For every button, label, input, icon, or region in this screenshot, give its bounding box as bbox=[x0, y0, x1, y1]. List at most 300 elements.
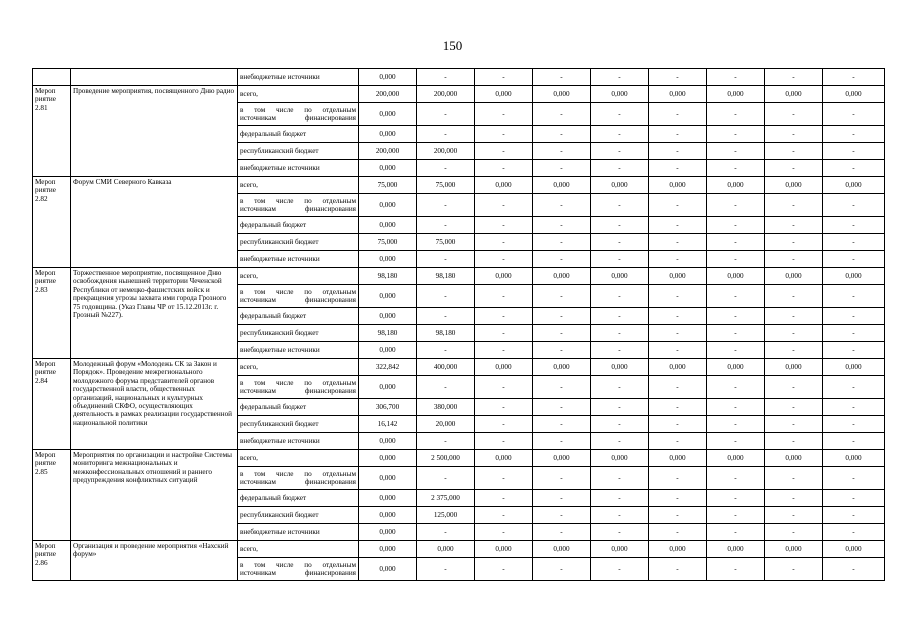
value-cell: 0,000 bbox=[649, 359, 707, 376]
value-cell: 0,000 bbox=[591, 450, 649, 467]
value-cell: - bbox=[591, 490, 649, 507]
value-cell: 0,000 bbox=[359, 433, 417, 450]
value-cell: 0,000 bbox=[823, 268, 885, 285]
activity-title bbox=[71, 69, 238, 86]
value-cell: 0,000 bbox=[823, 450, 885, 467]
value-cell: - bbox=[649, 217, 707, 234]
value-cell: - bbox=[417, 524, 475, 541]
value-cell: - bbox=[765, 490, 823, 507]
value-cell: 0,000 bbox=[533, 359, 591, 376]
value-cell: 75,000 bbox=[359, 234, 417, 251]
value-cell: 98,180 bbox=[359, 325, 417, 342]
value-cell: 0,000 bbox=[359, 251, 417, 268]
value-cell: - bbox=[649, 251, 707, 268]
value-cell: 200,000 bbox=[417, 86, 475, 103]
value-cell: - bbox=[475, 467, 533, 490]
value-cell: - bbox=[533, 524, 591, 541]
value-cell: - bbox=[765, 234, 823, 251]
value-cell: - bbox=[533, 194, 591, 217]
value-cell: - bbox=[475, 376, 533, 399]
value-cell: - bbox=[707, 524, 765, 541]
value-cell: 0,000 bbox=[707, 177, 765, 194]
table-row bbox=[33, 541, 885, 558]
value-cell: 0,000 bbox=[359, 507, 417, 524]
value-cell: - bbox=[475, 325, 533, 342]
funding-source: всего, bbox=[238, 177, 359, 194]
funding-source: внебюджетные источники bbox=[238, 524, 359, 541]
funding-source: федеральный бюджет bbox=[238, 308, 359, 325]
funding-source: федеральный бюджет bbox=[238, 217, 359, 234]
value-cell: 0,000 bbox=[533, 268, 591, 285]
value-cell: - bbox=[707, 69, 765, 86]
value-cell: 0,000 bbox=[765, 541, 823, 558]
value-cell: - bbox=[823, 490, 885, 507]
value-cell: - bbox=[591, 69, 649, 86]
value-cell: - bbox=[765, 433, 823, 450]
value-cell: 0,000 bbox=[707, 268, 765, 285]
value-cell: 0,000 bbox=[475, 359, 533, 376]
value-cell: - bbox=[533, 143, 591, 160]
value-cell: 0,000 bbox=[359, 467, 417, 490]
value-cell: - bbox=[533, 342, 591, 359]
value-cell: - bbox=[591, 194, 649, 217]
activity-title: Молодежный форум «Молодежь СК за Закон и Порядок». Проведение межрегионального молодежного форума представителей органов государственной власти, общественных организаций, национальных и культурных объединений СКФО, осуществляющих деятельность в рамках реализации государственной национальной политики bbox=[71, 359, 238, 450]
funding-source: федеральный бюджет bbox=[238, 399, 359, 416]
value-cell: - bbox=[475, 399, 533, 416]
value-cell: - bbox=[475, 217, 533, 234]
table-row bbox=[33, 450, 885, 467]
value-cell: - bbox=[707, 467, 765, 490]
value-cell: - bbox=[591, 143, 649, 160]
value-cell: 0,000 bbox=[533, 86, 591, 103]
value-cell: 0,000 bbox=[359, 376, 417, 399]
value-cell: - bbox=[823, 399, 885, 416]
activity-title: Мероприятия по организации и настройке Системы мониторинга межнациональных и межконфессиональных отношений и раннего предупреждения конфликтных ситуаций bbox=[71, 450, 238, 541]
value-cell: - bbox=[475, 103, 533, 126]
value-cell: - bbox=[823, 194, 885, 217]
value-cell: - bbox=[823, 126, 885, 143]
value-cell: - bbox=[649, 467, 707, 490]
value-cell: - bbox=[765, 217, 823, 234]
value-cell: - bbox=[649, 285, 707, 308]
value-cell: 0,000 bbox=[765, 86, 823, 103]
value-cell: - bbox=[533, 103, 591, 126]
value-cell: - bbox=[417, 342, 475, 359]
value-cell: - bbox=[823, 507, 885, 524]
value-cell: - bbox=[417, 160, 475, 177]
value-cell: - bbox=[823, 251, 885, 268]
value-cell: - bbox=[649, 126, 707, 143]
value-cell: 0,000 bbox=[765, 359, 823, 376]
value-cell: 0,000 bbox=[359, 541, 417, 558]
value-cell: 0,000 bbox=[475, 450, 533, 467]
value-cell: - bbox=[649, 160, 707, 177]
value-cell: 0,000 bbox=[591, 541, 649, 558]
value-cell: - bbox=[823, 325, 885, 342]
value-cell: - bbox=[707, 507, 765, 524]
value-cell: 98,180 bbox=[417, 325, 475, 342]
value-cell: 16,142 bbox=[359, 416, 417, 433]
value-cell: - bbox=[475, 234, 533, 251]
value-cell: - bbox=[823, 467, 885, 490]
value-cell: - bbox=[417, 103, 475, 126]
value-cell: - bbox=[649, 194, 707, 217]
value-cell: - bbox=[649, 558, 707, 581]
value-cell: 0,000 bbox=[359, 126, 417, 143]
activity-number: Мероп риятие 2.82 bbox=[33, 177, 71, 268]
value-cell: - bbox=[591, 308, 649, 325]
value-cell: - bbox=[649, 325, 707, 342]
value-cell: - bbox=[765, 342, 823, 359]
value-cell: - bbox=[649, 308, 707, 325]
value-cell: 0,000 bbox=[707, 359, 765, 376]
value-cell: - bbox=[533, 69, 591, 86]
value-cell: - bbox=[591, 251, 649, 268]
value-cell: 0,000 bbox=[823, 541, 885, 558]
value-cell: - bbox=[823, 558, 885, 581]
value-cell: 380,000 bbox=[417, 399, 475, 416]
value-cell: - bbox=[823, 433, 885, 450]
value-cell: - bbox=[475, 416, 533, 433]
value-cell: 0,000 bbox=[359, 308, 417, 325]
value-cell: - bbox=[765, 103, 823, 126]
value-cell: - bbox=[533, 376, 591, 399]
table-row bbox=[33, 86, 885, 103]
value-cell: - bbox=[823, 69, 885, 86]
value-cell: - bbox=[707, 126, 765, 143]
value-cell: - bbox=[591, 433, 649, 450]
value-cell: - bbox=[475, 524, 533, 541]
value-cell: - bbox=[591, 507, 649, 524]
value-cell: 0,000 bbox=[823, 86, 885, 103]
value-cell: - bbox=[591, 467, 649, 490]
value-cell: - bbox=[417, 467, 475, 490]
value-cell: 0,000 bbox=[359, 490, 417, 507]
value-cell: - bbox=[533, 433, 591, 450]
value-cell: 98,180 bbox=[359, 268, 417, 285]
funding-source: внебюджетные источники bbox=[238, 342, 359, 359]
value-cell: - bbox=[533, 416, 591, 433]
value-cell: 0,000 bbox=[765, 177, 823, 194]
value-cell: - bbox=[533, 490, 591, 507]
value-cell: 0,000 bbox=[533, 541, 591, 558]
page-number: 150 bbox=[442, 38, 463, 53]
value-cell: - bbox=[765, 524, 823, 541]
value-cell: - bbox=[707, 490, 765, 507]
table-row bbox=[33, 177, 885, 194]
value-cell: 0,000 bbox=[359, 524, 417, 541]
value-cell: - bbox=[765, 325, 823, 342]
value-cell: 20,000 bbox=[417, 416, 475, 433]
value-cell: - bbox=[475, 194, 533, 217]
value-cell: - bbox=[649, 524, 707, 541]
value-cell: - bbox=[591, 376, 649, 399]
value-cell: - bbox=[533, 234, 591, 251]
value-cell: - bbox=[765, 69, 823, 86]
value-cell: 0,000 bbox=[359, 450, 417, 467]
value-cell: - bbox=[533, 558, 591, 581]
value-cell: - bbox=[475, 126, 533, 143]
value-cell: - bbox=[591, 285, 649, 308]
value-cell: - bbox=[765, 507, 823, 524]
value-cell: 0,000 bbox=[359, 217, 417, 234]
value-cell: 0,000 bbox=[649, 541, 707, 558]
value-cell: 0,000 bbox=[475, 177, 533, 194]
value-cell: 0,000 bbox=[359, 103, 417, 126]
activity-number bbox=[33, 69, 71, 86]
value-cell: 0,000 bbox=[591, 177, 649, 194]
value-cell: - bbox=[765, 416, 823, 433]
funding-source: всего, bbox=[238, 450, 359, 467]
value-cell: 0,000 bbox=[591, 359, 649, 376]
value-cell: 0,000 bbox=[359, 69, 417, 86]
value-cell: 0,000 bbox=[359, 342, 417, 359]
funding-source: республиканский бюджет bbox=[238, 416, 359, 433]
value-cell: - bbox=[649, 399, 707, 416]
funding-source: федеральный бюджет bbox=[238, 490, 359, 507]
activity-number: Мероп риятие 2.83 bbox=[33, 268, 71, 359]
value-cell: - bbox=[475, 490, 533, 507]
value-cell: 0,000 bbox=[359, 160, 417, 177]
value-cell: - bbox=[533, 217, 591, 234]
value-cell: - bbox=[707, 416, 765, 433]
value-cell: 0,000 bbox=[417, 541, 475, 558]
value-cell: - bbox=[823, 376, 885, 399]
value-cell: - bbox=[475, 69, 533, 86]
value-cell: 0,000 bbox=[707, 541, 765, 558]
activity-number: Мероп риятие 2.85 bbox=[33, 450, 71, 541]
table-row bbox=[33, 268, 885, 285]
value-cell: 0,000 bbox=[475, 86, 533, 103]
funding-source: внебюджетные источники bbox=[238, 433, 359, 450]
value-cell: - bbox=[765, 399, 823, 416]
value-cell: - bbox=[475, 308, 533, 325]
funding-source: всего, bbox=[238, 541, 359, 558]
funding-source: всего, bbox=[238, 268, 359, 285]
value-cell: - bbox=[649, 69, 707, 86]
value-cell: - bbox=[417, 217, 475, 234]
budget-table bbox=[32, 68, 885, 581]
value-cell: 306,700 bbox=[359, 399, 417, 416]
value-cell: - bbox=[765, 376, 823, 399]
funding-source: внебюджетные источники bbox=[238, 69, 359, 86]
funding-source: республиканский бюджет bbox=[238, 143, 359, 160]
value-cell: - bbox=[417, 285, 475, 308]
value-cell: - bbox=[591, 217, 649, 234]
value-cell: - bbox=[707, 399, 765, 416]
value-cell: - bbox=[765, 251, 823, 268]
value-cell: - bbox=[591, 399, 649, 416]
value-cell: - bbox=[707, 251, 765, 268]
value-cell: - bbox=[417, 376, 475, 399]
funding-source: в том числе по отдельным источникам финансирования bbox=[238, 285, 359, 308]
value-cell: - bbox=[417, 433, 475, 450]
value-cell: 400,000 bbox=[417, 359, 475, 376]
value-cell: - bbox=[707, 103, 765, 126]
funding-source: внебюджетные источники bbox=[238, 251, 359, 268]
value-cell: - bbox=[765, 160, 823, 177]
value-cell: - bbox=[707, 160, 765, 177]
value-cell: - bbox=[591, 160, 649, 177]
value-cell: 2 375,000 bbox=[417, 490, 475, 507]
value-cell: 322,842 bbox=[359, 359, 417, 376]
value-cell: - bbox=[823, 143, 885, 160]
value-cell: - bbox=[823, 342, 885, 359]
funding-source: республиканский бюджет bbox=[238, 234, 359, 251]
activity-number: Мероп риятие 2.81 bbox=[33, 86, 71, 177]
value-cell: 0,000 bbox=[591, 268, 649, 285]
value-cell: - bbox=[823, 103, 885, 126]
value-cell: - bbox=[533, 126, 591, 143]
value-cell: - bbox=[417, 308, 475, 325]
value-cell: - bbox=[765, 308, 823, 325]
value-cell: - bbox=[533, 507, 591, 524]
activity-title: Проведение мероприятия, посвященного Дню радио bbox=[71, 86, 238, 177]
value-cell: - bbox=[649, 416, 707, 433]
value-cell: - bbox=[649, 103, 707, 126]
funding-source: в том числе по отдельным источникам финансирования bbox=[238, 194, 359, 217]
value-cell: - bbox=[533, 308, 591, 325]
value-cell: - bbox=[475, 433, 533, 450]
funding-source: в том числе по отдельным источникам финансирования bbox=[238, 376, 359, 399]
value-cell: - bbox=[765, 558, 823, 581]
value-cell: - bbox=[823, 217, 885, 234]
funding-source: в том числе по отдельным источникам финансирования bbox=[238, 103, 359, 126]
value-cell: - bbox=[707, 342, 765, 359]
value-cell: - bbox=[707, 194, 765, 217]
value-cell: - bbox=[417, 558, 475, 581]
value-cell: 0,000 bbox=[359, 194, 417, 217]
value-cell: 0,000 bbox=[823, 177, 885, 194]
value-cell: 125,000 bbox=[417, 507, 475, 524]
value-cell: 0,000 bbox=[475, 541, 533, 558]
value-cell: - bbox=[649, 342, 707, 359]
value-cell: - bbox=[707, 234, 765, 251]
value-cell: - bbox=[417, 69, 475, 86]
value-cell: 0,000 bbox=[649, 450, 707, 467]
value-cell: 2 500,000 bbox=[417, 450, 475, 467]
value-cell: - bbox=[823, 416, 885, 433]
value-cell: - bbox=[591, 325, 649, 342]
value-cell: - bbox=[417, 194, 475, 217]
value-cell: - bbox=[533, 251, 591, 268]
value-cell: 75,000 bbox=[359, 177, 417, 194]
activity-number: Мероп риятие 2.84 bbox=[33, 359, 71, 450]
funding-source: республиканский бюджет bbox=[238, 507, 359, 524]
value-cell: - bbox=[707, 558, 765, 581]
value-cell: 0,000 bbox=[649, 177, 707, 194]
value-cell: - bbox=[591, 234, 649, 251]
value-cell: - bbox=[533, 399, 591, 416]
value-cell: - bbox=[475, 342, 533, 359]
funding-source: всего, bbox=[238, 359, 359, 376]
value-cell: - bbox=[475, 251, 533, 268]
value-cell: - bbox=[591, 103, 649, 126]
table-row bbox=[33, 69, 885, 86]
value-cell: - bbox=[475, 507, 533, 524]
value-cell: - bbox=[591, 342, 649, 359]
value-cell: - bbox=[707, 433, 765, 450]
value-cell: - bbox=[765, 194, 823, 217]
value-cell: 0,000 bbox=[649, 268, 707, 285]
table-row bbox=[33, 359, 885, 376]
value-cell: - bbox=[475, 143, 533, 160]
value-cell: - bbox=[765, 143, 823, 160]
funding-source: внебюджетные источники bbox=[238, 160, 359, 177]
value-cell: - bbox=[649, 234, 707, 251]
value-cell: - bbox=[475, 160, 533, 177]
value-cell: - bbox=[823, 524, 885, 541]
value-cell: - bbox=[707, 308, 765, 325]
value-cell: - bbox=[533, 285, 591, 308]
activity-title: Торжественное мероприятие, посвященное Дню освобождения нынешней территории Чеченской Республики от немецко-фашистских войск и прекращения угрозы захвата ими города Грозного 75 годовщина. (Указ Главы ЧР от 15.12.2013г. г. Грозный №227). bbox=[71, 268, 238, 359]
value-cell: - bbox=[765, 285, 823, 308]
value-cell: - bbox=[533, 467, 591, 490]
value-cell: - bbox=[765, 126, 823, 143]
value-cell: 0,000 bbox=[475, 268, 533, 285]
funding-source: в том числе по отдельным источникам финансирования bbox=[238, 467, 359, 490]
value-cell: - bbox=[707, 217, 765, 234]
activity-title: Форум СМИ Северного Кавказа bbox=[71, 177, 238, 268]
funding-source: федеральный бюджет bbox=[238, 126, 359, 143]
value-cell: - bbox=[649, 143, 707, 160]
funding-source: всего, bbox=[238, 86, 359, 103]
value-cell: - bbox=[475, 558, 533, 581]
value-cell: 0,000 bbox=[707, 450, 765, 467]
value-cell: 0,000 bbox=[765, 450, 823, 467]
value-cell: 0,000 bbox=[765, 268, 823, 285]
value-cell: 0,000 bbox=[359, 285, 417, 308]
value-cell: - bbox=[649, 433, 707, 450]
value-cell: 0,000 bbox=[649, 86, 707, 103]
table-body bbox=[33, 69, 885, 581]
value-cell: - bbox=[823, 160, 885, 177]
value-cell: - bbox=[591, 558, 649, 581]
value-cell: - bbox=[591, 126, 649, 143]
value-cell: - bbox=[475, 285, 533, 308]
value-cell: 0,000 bbox=[823, 359, 885, 376]
value-cell: - bbox=[707, 285, 765, 308]
funding-source: в том числе по отдельным источникам финансирования bbox=[238, 558, 359, 581]
value-cell: - bbox=[707, 143, 765, 160]
activity-number: Мероп риятие 2.86 bbox=[33, 541, 71, 581]
value-cell: - bbox=[591, 524, 649, 541]
value-cell: 200,000 bbox=[417, 143, 475, 160]
value-cell: - bbox=[765, 467, 823, 490]
value-cell: 75,000 bbox=[417, 234, 475, 251]
value-cell: - bbox=[649, 376, 707, 399]
value-cell: 0,000 bbox=[591, 86, 649, 103]
value-cell: 98,180 bbox=[417, 268, 475, 285]
value-cell: 0,000 bbox=[533, 450, 591, 467]
value-cell: - bbox=[649, 490, 707, 507]
funding-source: республиканский бюджет bbox=[238, 325, 359, 342]
value-cell: - bbox=[533, 160, 591, 177]
value-cell: - bbox=[707, 325, 765, 342]
value-cell: - bbox=[823, 308, 885, 325]
value-cell: - bbox=[417, 251, 475, 268]
value-cell: - bbox=[823, 234, 885, 251]
activity-title: Организация и проведение мероприятия «Нахский форум» bbox=[71, 541, 238, 581]
value-cell: 0,000 bbox=[533, 177, 591, 194]
value-cell: - bbox=[591, 416, 649, 433]
value-cell: - bbox=[707, 376, 765, 399]
value-cell: - bbox=[823, 285, 885, 308]
value-cell: 200,000 bbox=[359, 86, 417, 103]
value-cell: - bbox=[649, 507, 707, 524]
value-cell: 0,000 bbox=[707, 86, 765, 103]
value-cell: - bbox=[417, 126, 475, 143]
